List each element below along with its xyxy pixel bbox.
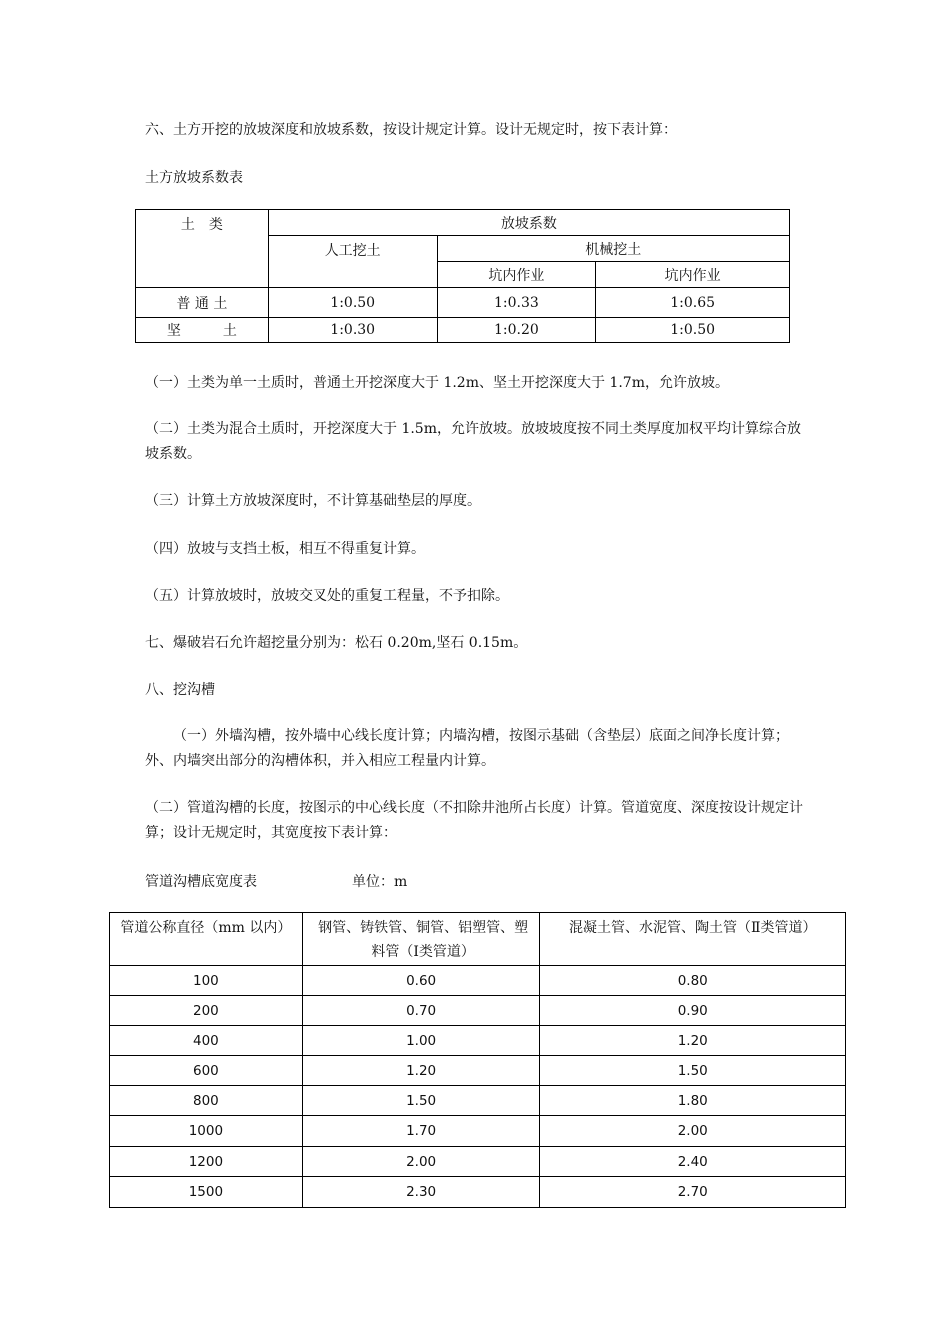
class1-cell: 0.60: [302, 966, 540, 996]
table-row: [136, 288, 790, 318]
section7-text: 七、爆破岩石允许超挖量分别为：松石 0.20m,坚石 0.15m。: [145, 635, 528, 651]
class2-cell: 1.80: [540, 1086, 846, 1116]
class2-cell: 0.90: [540, 996, 846, 1026]
class2-cell: 2.00: [540, 1116, 846, 1147]
header-in-pit-1: 坑内作业: [437, 262, 596, 288]
value-cell: 1:0.50: [268, 288, 437, 318]
class1-cell: 1.50: [302, 1086, 540, 1116]
table-row: [110, 1056, 846, 1086]
value-cell: 1:0.20: [437, 318, 596, 343]
slope-table-title: 土方放坡系数表: [145, 170, 243, 186]
header-slope-coefficient: 放坡系数: [268, 210, 789, 236]
table-row: [110, 1086, 846, 1116]
table-row: [110, 996, 846, 1026]
value-cell: 1:0.30: [268, 318, 437, 343]
header-diameter: 管道公称直径（mm 以内）: [110, 913, 303, 966]
class1-cell: 1.20: [302, 1056, 540, 1086]
trench-width-table: [109, 912, 846, 1208]
table-row: [110, 1116, 846, 1147]
note-4: （四）放坡与支挡土板，相互不得重复计算。: [145, 541, 425, 557]
class2-cell: 2.40: [540, 1147, 846, 1177]
class2-cell: 0.80: [540, 966, 846, 996]
diameter-cell: 600: [110, 1056, 303, 1086]
class1-cell: 1.70: [302, 1116, 540, 1147]
section8-p1: （一）外墙沟槽，按外墙中心线长度计算；内墙沟槽，按图示基础（含垫层）底面之间净长度计算；外、内墙突出部分的沟槽体积，并入相应工程量内计算。: [145, 728, 789, 769]
diameter-cell: 400: [110, 1026, 303, 1056]
class1-cell: 0.70: [302, 996, 540, 1026]
trench-table-title: 管道沟槽底宽度表: [145, 874, 257, 890]
diameter-cell: 1000: [110, 1116, 303, 1147]
class1-cell: 2.30: [302, 1177, 540, 1208]
trench-table-unit: 单位：m: [352, 874, 408, 890]
table-row: [110, 1026, 846, 1056]
class2-cell: 1.20: [540, 1026, 846, 1056]
section8-title: 八、挖沟槽: [145, 682, 215, 698]
class2-cell: 2.70: [540, 1177, 846, 1208]
header-machine: 机械挖土: [437, 236, 789, 262]
diameter-cell: 100: [110, 966, 303, 996]
value-cell: 1:0.33: [437, 288, 596, 318]
class1-cell: 2.00: [302, 1147, 540, 1177]
header-manual: 人工挖土: [268, 236, 437, 288]
diameter-cell: 200: [110, 996, 303, 1026]
value-cell: 1:0.65: [596, 288, 790, 318]
class2-cell: 1.50: [540, 1056, 846, 1086]
table-row: [110, 1147, 846, 1177]
note-5: （五）计算放坡时，放坡交叉处的重复工程量，不予扣除。: [145, 588, 509, 604]
table-row: [110, 966, 846, 996]
value-cell: 1:0.50: [596, 318, 790, 343]
class1-cell: 1.00: [302, 1026, 540, 1056]
section6-intro: 六、土方开挖的放坡深度和放坡系数，按设计规定计算。设计无规定时，按下表计算：: [145, 122, 677, 138]
table-row: [110, 1177, 846, 1208]
diameter-cell: 800: [110, 1086, 303, 1116]
note-3: （三）计算土方放坡深度时，不计算基础垫层的厚度。: [145, 493, 481, 509]
table-row: [136, 318, 790, 343]
diameter-cell: 1500: [110, 1177, 303, 1208]
note-2: （二）土类为混合土质时，开挖深度大于 1.5m，允许放坡。放坡坡度按不同土类厚度加权平均计算综合放坡系数。: [145, 421, 801, 462]
note-1: （一）土类为单一土质时，普通土开挖深度大于 1.2m、坚土开挖深度大于 1.7m，允许放坡。: [145, 375, 729, 391]
slope-coefficient-table: [135, 209, 790, 343]
section8-p2: （二）管道沟槽的长度，按图示的中心线长度（不扣除井池所占长度）计算。管道宽度、深度按设计规定计算；设计无规定时，其宽度按下表计算：: [145, 800, 803, 841]
header-class2: 混凝土管、水泥管、陶土管（Ⅱ类管道）: [540, 913, 846, 966]
diameter-cell: 1200: [110, 1147, 303, 1177]
header-class1: 钢管、铸铁管、铜管、铝塑管、塑料管（Ⅰ类管道）: [302, 913, 540, 966]
header-soil-type: 土 类: [136, 210, 269, 288]
header-in-pit-2: 坑内作业: [596, 262, 790, 288]
soil-cell: 坚 土: [136, 318, 269, 343]
soil-cell: 普 通 土: [136, 288, 269, 318]
